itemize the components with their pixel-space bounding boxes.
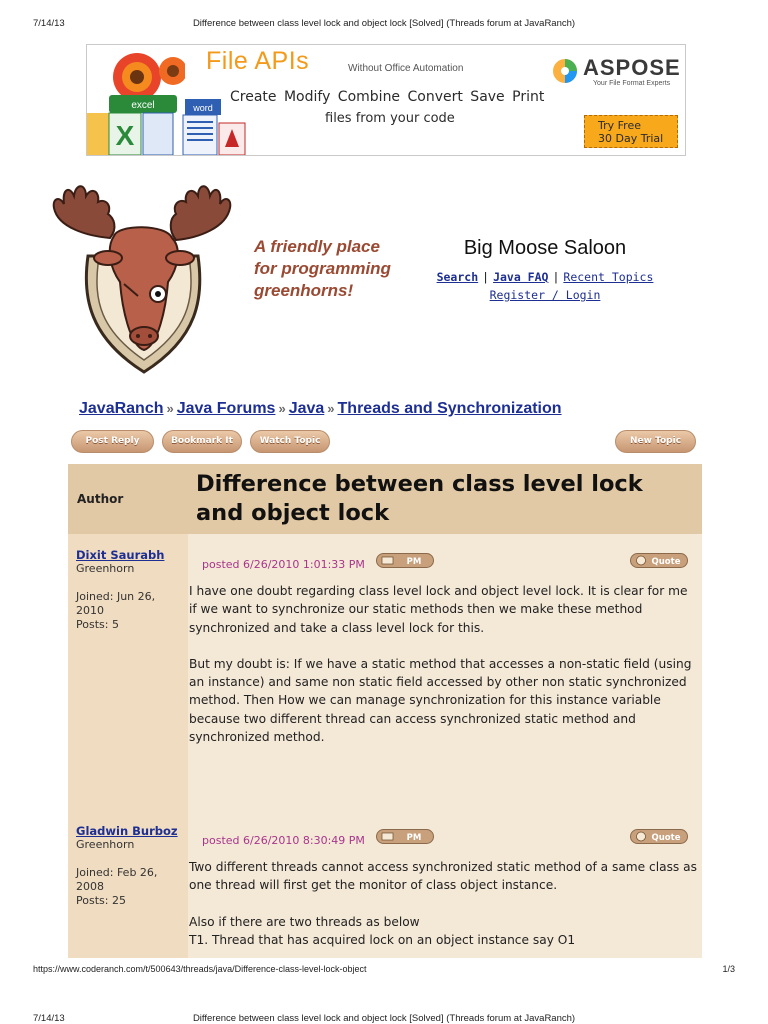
print-footer xyxy=(0,964,768,978)
site-nav: Search | Java FAQ | Recent Topics Register / Login xyxy=(436,270,654,302)
bookmark-button[interactable]: Bookmark It xyxy=(162,430,242,453)
pm-label: PM xyxy=(406,833,422,843)
moose-logo-icon[interactable] xyxy=(48,158,238,386)
quote-label: Quote xyxy=(651,833,681,843)
site-title: Big Moose Saloon xyxy=(463,237,627,259)
ad-tagline: files from your code xyxy=(325,111,455,126)
quote-button[interactable] xyxy=(630,829,688,844)
pm-label: PM xyxy=(406,557,422,567)
post-body xyxy=(189,858,699,958)
post-paragraph: Also if there are two threads as below T1. Thread that has acquired lock on an object instance say O1 xyxy=(189,914,576,947)
print-title: Difference between class level lock and object lock [Solved] (Threads forum at JavaRanch) xyxy=(192,18,576,29)
post-paragraph: Two different threads cannot access synchronized static method of a same class as one thread will first get the monitor of class object instance. xyxy=(189,860,697,893)
watch-topic-button[interactable]: Watch Topic xyxy=(250,430,330,453)
author-joined: Joined: Feb 26, 2008 xyxy=(76,866,158,893)
quote-label: Quote xyxy=(651,557,681,567)
post-author-link[interactable]: Dixit Saurabh xyxy=(76,548,165,562)
envelope-icon xyxy=(382,833,393,840)
post-row xyxy=(68,810,702,958)
ad-verbs: Create Modify Combine Convert Save Print xyxy=(230,89,545,105)
ad-brand: ASPOSE xyxy=(583,55,681,80)
free-trial-button[interactable] xyxy=(584,115,678,148)
author-rank: Greenhorn xyxy=(76,838,135,851)
trial-line-1: Try Free xyxy=(598,119,641,132)
office-apps-icon xyxy=(87,93,247,155)
post-author-link[interactable]: Gladwin Burboz xyxy=(76,824,178,838)
post-content-cell xyxy=(188,534,702,810)
thread-table xyxy=(68,464,702,958)
site-tagline: A friendly place for programming greenhorns! xyxy=(254,237,391,300)
post-body xyxy=(189,582,699,764)
register-login-link[interactable]: Register / Login xyxy=(489,288,601,302)
author-post-count: Posts: 5 xyxy=(76,618,119,631)
word-label: word xyxy=(193,103,213,113)
ad-headline: File APIs xyxy=(206,47,310,75)
post-reply-button[interactable]: Post Reply xyxy=(71,430,154,453)
author-post-count: Posts: 25 xyxy=(76,894,126,907)
quote-bubble-icon xyxy=(637,832,646,841)
excel-label: excel xyxy=(131,100,155,111)
post-author-cell xyxy=(68,534,188,810)
recent-topics-link[interactable]: Recent Topics xyxy=(563,270,654,284)
breadcrumb-java-forums[interactable]: Java Forums xyxy=(176,400,276,417)
print-title: Difference between class level lock and object lock [Solved] (Threads forum at JavaRanch) xyxy=(192,1013,576,1024)
print-page-number: 1/3 xyxy=(722,964,735,974)
post-row xyxy=(68,534,702,810)
author-rank: Greenhorn xyxy=(76,562,135,575)
print-header xyxy=(0,18,768,32)
new-topic-button[interactable]: New Topic xyxy=(615,430,696,453)
post-content-cell xyxy=(188,810,702,958)
pm-button[interactable] xyxy=(376,553,434,568)
pm-button[interactable] xyxy=(376,829,434,844)
quote-button[interactable] xyxy=(630,553,688,568)
svg-text:X: X xyxy=(115,120,135,151)
thread-header xyxy=(68,464,702,534)
ad-subhead: Without Office Automation xyxy=(348,63,464,74)
java-faq-link[interactable]: Java FAQ xyxy=(493,270,549,284)
breadcrumb-java[interactable]: Java xyxy=(288,400,325,417)
author-meta xyxy=(76,866,186,908)
topic-title: Difference between class level lock and object lock xyxy=(196,471,643,526)
post-paragraph: But my doubt is: If we have a static method that accesses a non-static field (using an instance) and same non static field accessed by other non static synchronized method. Then How we can manage synchronization for this instance variable because two different thread can access synchronized static method and synchronized method. xyxy=(189,656,692,745)
post-timestamp: posted 6/26/2010 1:01:33 PM xyxy=(202,558,365,571)
breadcrumb: JavaRanch » Java Forums » Java » Threads and Synchronization xyxy=(79,400,562,417)
print-date: 7/14/13 xyxy=(33,1013,65,1024)
post-timestamp: posted 6/26/2010 8:30:49 PM xyxy=(202,834,365,847)
author-joined: Joined: Jun 26, 2010 xyxy=(76,590,156,617)
breadcrumb-threads[interactable]: Threads and Synchronization xyxy=(337,400,562,417)
print-date: 7/14/13 xyxy=(33,18,65,29)
post-author-cell xyxy=(68,810,188,958)
ad-brand-sub: Your File Format Experts xyxy=(593,80,671,87)
author-column-label: Author xyxy=(77,492,124,506)
trial-line-2: 30 Day Trial xyxy=(598,132,664,145)
quote-bubble-icon xyxy=(637,556,646,565)
breadcrumb-javaranch[interactable]: JavaRanch xyxy=(79,400,164,417)
ad-banner[interactable] xyxy=(86,44,686,156)
print-url: https://www.coderanch.com/t/500643/threads/java/Difference-class-level-lock-object xyxy=(33,964,367,974)
envelope-icon xyxy=(382,557,393,564)
author-meta xyxy=(76,590,186,632)
post-paragraph: I have one doubt regarding class level lock and object level lock. It is clear for me if we want to synchronize our static methods then we make these method synchronized and take a class level lock for this. xyxy=(189,584,688,635)
search-link[interactable]: Search xyxy=(436,270,479,284)
